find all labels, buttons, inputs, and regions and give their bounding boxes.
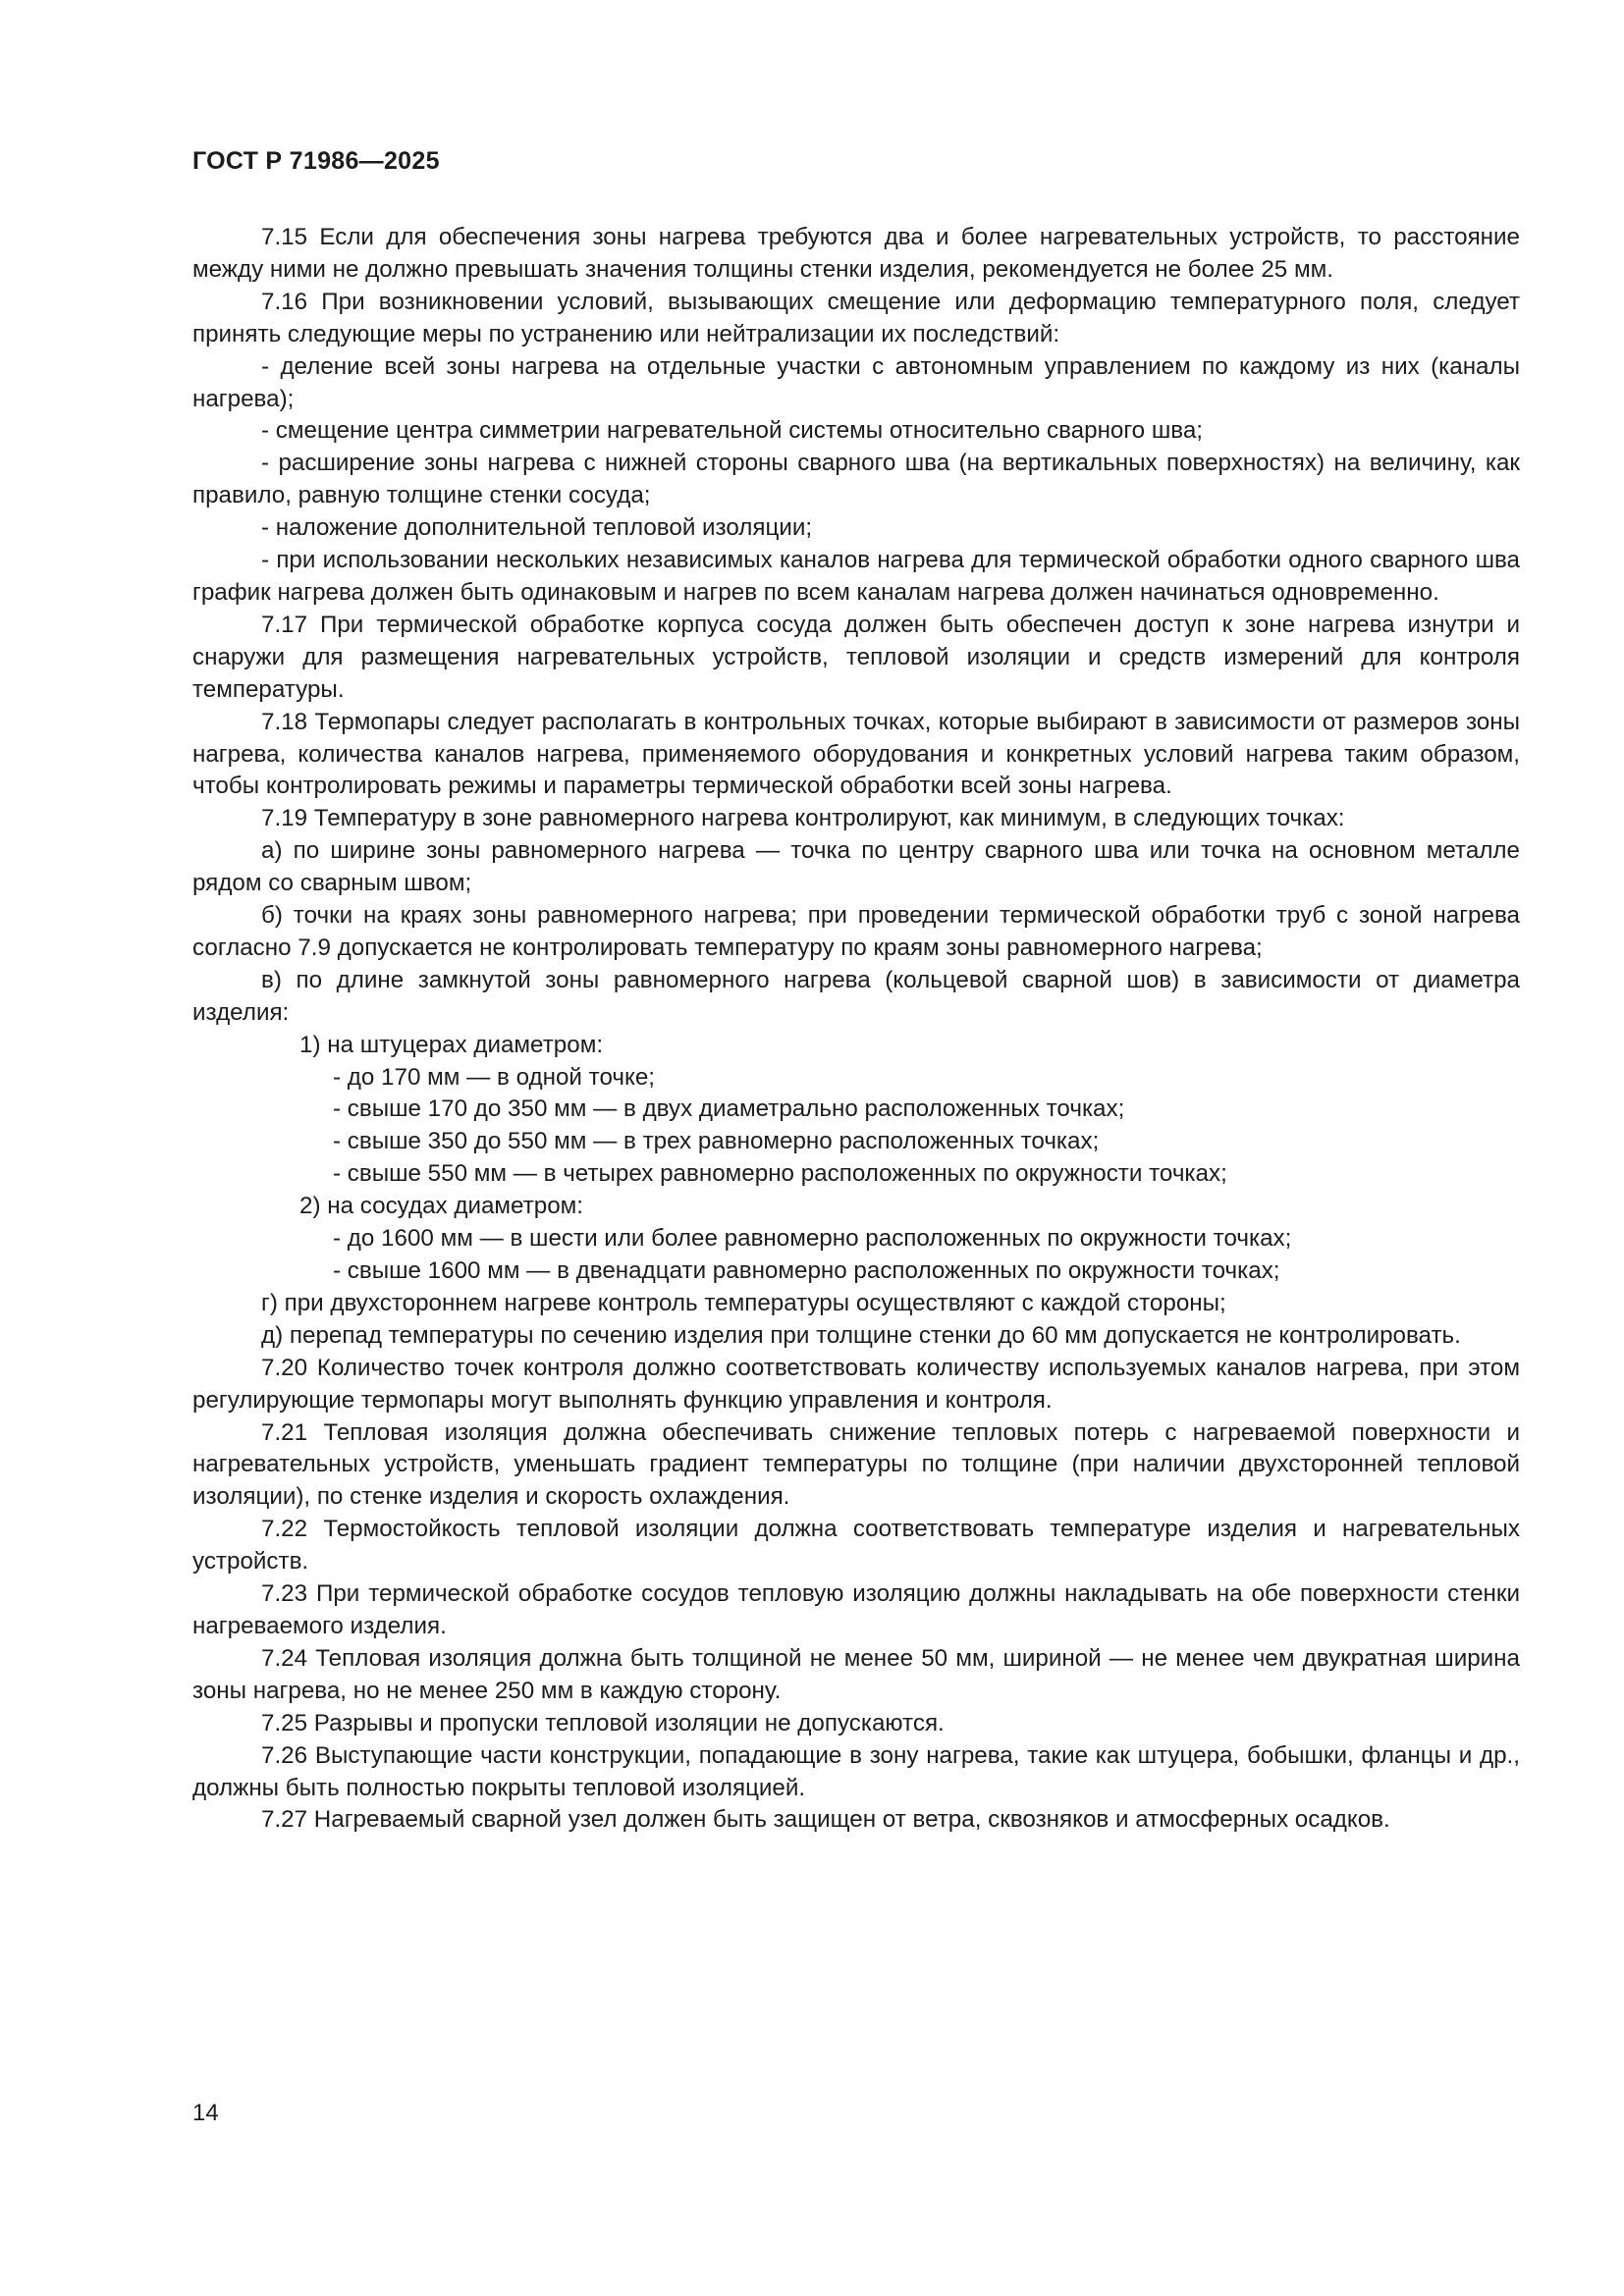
clause-7-24: 7.24 Тепловая изоляция должна быть толщиной не менее 50 мм, шириной — не менее чем двукратная ширина зоны нагрева, но не менее 250 мм в каждую сторону. (192, 1644, 1520, 1704)
list-item-d: д) перепад температуры по сечению изделия при толщине стенки до 60 мм допускается не контролировать. (261, 1321, 1461, 1349)
clause-7-25: 7.25 Разрывы и пропуски тепловой изоляции не допускаются. (261, 1709, 945, 1736)
clause-7-17: 7.17 При термической обработке корпуса сосуда должен быть обеспечен доступ к зоне нагрева изнутри и снаружи для размещения нагревательных устройств, тепловой изоляции и средств измерений для контроля температуры. (192, 611, 1520, 703)
list-item: - наложение дополнительной тепловой изоляции; (261, 514, 813, 542)
sub-list-item: - свыше 1600 мм — в двенадцати равномерно расположенных по окружности точках; (333, 1257, 1280, 1284)
list-item-v: в) по длине замкнутой зоны равномерного нагрева (кольцевой сварной шов) в зависимости от диаметра изделия: (192, 966, 1520, 1026)
document-header: ГОСТ Р 71986—2025 (192, 147, 440, 175)
list-item-a: а) по ширине зоны равномерного нагрева — точка по центру сварного шва или точка на основном металле рядом со сварным швом; (192, 837, 1520, 897)
clause-7-19: 7.19 Температуру в зоне равномерного нагрева контролируют, как минимум, в следующих точках: (261, 805, 1345, 832)
document-body (192, 222, 1520, 1837)
sub-list-item: - свыше 550 мм — в четырех равномерно расположенных по окружности точках; (333, 1160, 1227, 1188)
sub-list-item: - свыше 350 до 550 мм — в трех равномерно расположенных точках; (333, 1128, 1100, 1155)
sub-item-1: 1) на штуцерах диаметром: (299, 1031, 604, 1058)
sub-item-2: 2) на сосудах диаметром: (299, 1193, 584, 1220)
sub-list-item: - до 170 мм — в одной точке; (333, 1063, 656, 1091)
clause-7-22: 7.22 Термостойкость тепловой изоляции должна соответствовать температуре изделия и нагревательных устройств. (192, 1516, 1520, 1575)
clause-7-26: 7.26 Выступающие части конструкции, попадающие в зону нагрева, такие как штуцера, бобышки, фланцы и др., должны быть полностью покрыты тепловой изоляцией. (192, 1741, 1520, 1801)
clause-7-15: 7.15 Если для обеспечения зоны нагрева требуются два и более нагревательных устройств, то расстояние между ними не должно превышать значения толщины стенки изделия, рекомендуется не более 25 мм. (192, 224, 1520, 283)
clause-7-18: 7.18 Термопары следует располагать в контрольных точках, которые выбирают в зависимости от размеров зоны нагрева, количества каналов нагрева, применяемого оборудования и конкретных условий нагрева таким образом, чтобы контролировать режимы и параметры термической обработки всей зоны нагрева. (192, 708, 1520, 800)
clause-7-16: 7.16 При возникновении условий, вызывающих смещение или деформацию температурного поля, следует принять следующие меры по устранению или нейтрализации их последствий: (192, 288, 1520, 347)
sub-list-item: - свыше 170 до 350 мм — в двух диаметрально расположенных точках; (333, 1095, 1125, 1123)
list-item-g: г) при двухстороннем нагреве контроль температуры осуществляют с каждой стороны; (261, 1289, 1226, 1316)
list-item: - расширение зоны нагрева с нижней стороны сварного шва (на вертикальных поверхностях) на величину, как правило, равную толщине стенки сосуда; (192, 450, 1520, 509)
clause-7-21: 7.21 Тепловая изоляция должна обеспечивать снижение тепловых потерь с нагреваемой поверхности и нагревательных устройств, уменьшать градиент температуры по толщине (при наличии двухсторонней тепловой изоляции), по стенке изделия и скорость охлаждения. (192, 1418, 1520, 1511)
page-number: 14 (192, 2100, 219, 2126)
sub-list-item: - до 1600 мм — в шести или более равномерно расположенных по окружности точках; (333, 1225, 1292, 1253)
list-item: - деление всей зоны нагрева на отдельные участки с автономным управлением по каждому из них (каналы нагрева); (192, 352, 1520, 412)
list-item: - при использовании нескольких независимых каналов нагрева для термической обработки одного сварного шва график нагрева должен быть одинаковым и нагрев по всем каналам нагрева должен начинаться одновременно. (192, 547, 1520, 606)
clause-7-23: 7.23 При термической обработке сосудов тепловую изоляцию должны накладывать на обе поверхности стенки нагреваемого изделия. (192, 1580, 1520, 1639)
list-item: - смещение центра симметрии нагревательной системы относительно сварного шва; (261, 417, 1203, 445)
list-item-b: б) точки на краях зоны равномерного нагрева; при проведении термической обработки труб с зоной нагрева согласно 7.9 допускается не контролировать температуру по краям зоны равномерного нагрева; (192, 902, 1520, 961)
clause-7-27: 7.27 Нагреваемый сварной узел должен быть защищен от ветра, сквозняков и атмосферных осадков. (261, 1806, 1390, 1834)
clause-7-20: 7.20 Количество точек контроля должно соответствовать количеству используемых каналов нагрева, при этом регулирующие термопары могут выполнять функцию управления и контроля. (192, 1354, 1520, 1414)
